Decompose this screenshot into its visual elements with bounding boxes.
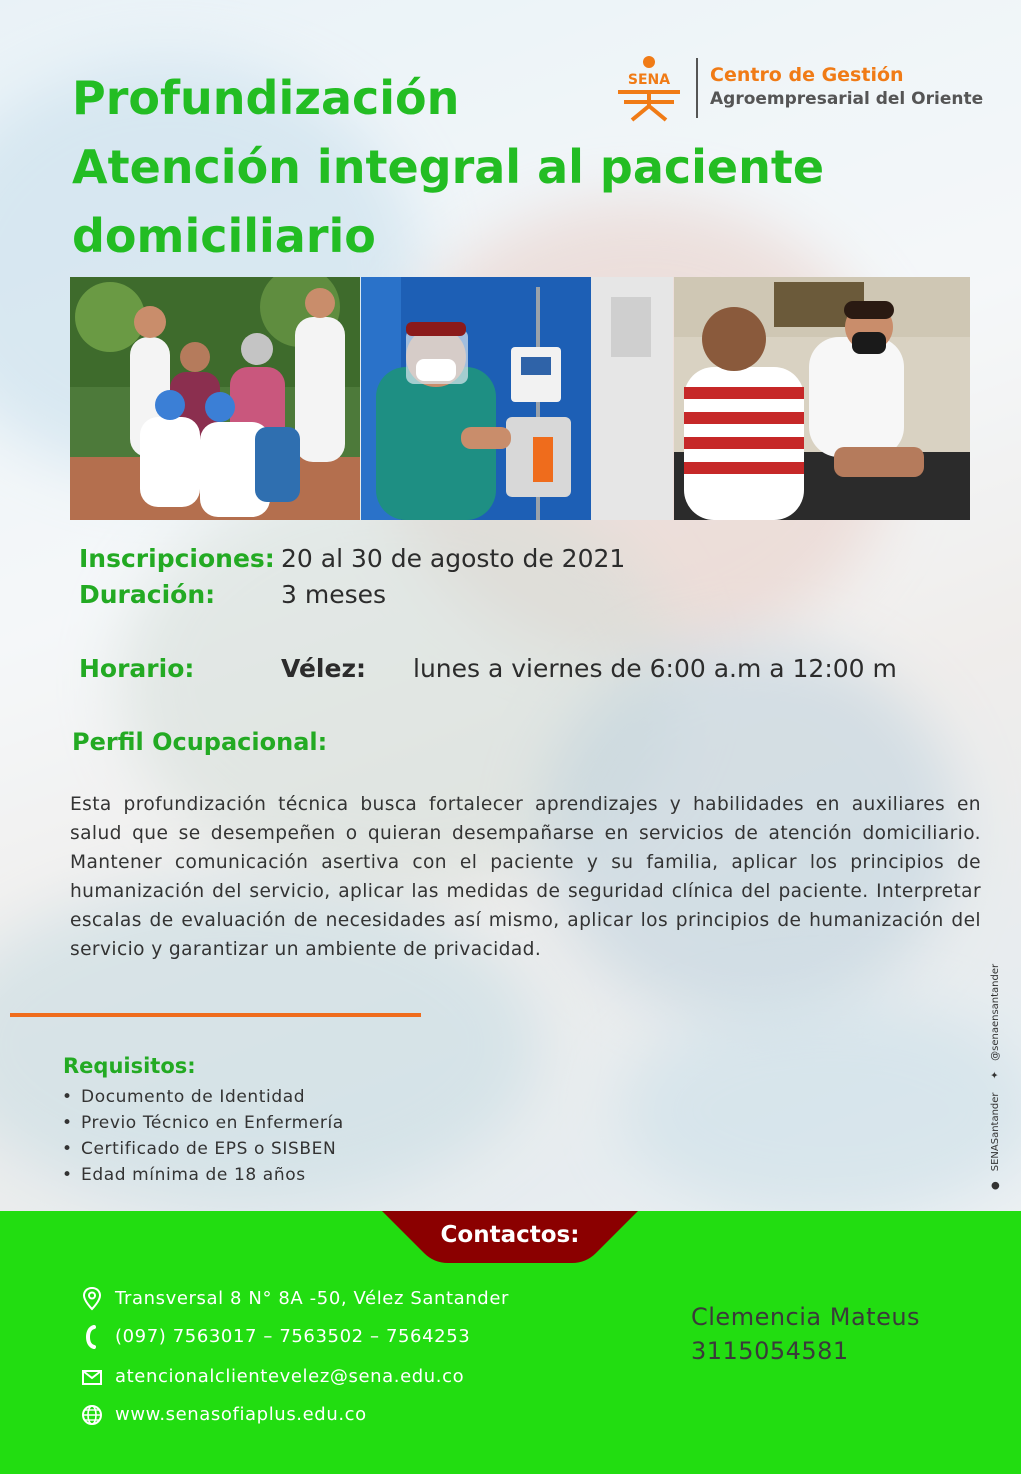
requisitos-list bbox=[62, 1084, 344, 1188]
phone-icon bbox=[80, 1324, 104, 1350]
website-link[interactable]: www.senasofiaplus.edu.co bbox=[115, 1404, 367, 1425]
title-line-3: domiciliario bbox=[72, 209, 376, 263]
logo-separator bbox=[696, 58, 698, 118]
logo-line-1: Centro de Gestión bbox=[710, 64, 904, 86]
duracion-value: 3 meses bbox=[281, 580, 387, 609]
sena-logo-text: SENA bbox=[627, 72, 671, 88]
twitter-handle[interactable]: @senaensantander bbox=[990, 963, 1001, 1061]
twitter-icon: ✦ bbox=[990, 1070, 1001, 1080]
horario-value: lunes a viernes de 6:00 a.m a 12:00 m bbox=[413, 654, 897, 683]
title-line-1: Profundización bbox=[72, 71, 460, 125]
list-item: • Previo Técnico en Enfermería bbox=[62, 1110, 344, 1136]
section-divider bbox=[10, 1013, 421, 1017]
photo-strip bbox=[70, 277, 970, 520]
photo-nurse-iv-pump bbox=[361, 277, 673, 520]
list-item: • Documento de Identidad bbox=[62, 1084, 344, 1110]
contactos-heading: Contactos: bbox=[440, 1222, 580, 1248]
perfil-body: Esta profundización técnica busca fortalecer aprendizajes y habilidades en auxiliares en salud que se desempeñen o quieran desempañarse en servicios de atención domiciliario. Mantener comunicación asertiva con el paciente y su familia, aplicar los principios de humanización del servicio, aplicar las medidas de seguridad clínica del paciente. Interpretar escalas de evaluación de necesidades así mismo, aplicar los principios de humanización del servicio y garantizar un ambiente de privacidad. bbox=[70, 794, 981, 960]
photo-nurse-with-patient bbox=[674, 277, 970, 520]
address-text: Transversal 8 N° 8A -50, Vélez Santander bbox=[115, 1288, 510, 1309]
person-name: Clemencia Mateus bbox=[691, 1303, 921, 1331]
requisitos-heading: Requisitos: bbox=[63, 1054, 196, 1078]
horario-place: Vélez: bbox=[281, 654, 367, 683]
list-item: • Certificado de EPS o SISBEN bbox=[62, 1136, 344, 1162]
globe-icon bbox=[80, 1402, 104, 1428]
sena-logo-icon bbox=[614, 56, 684, 122]
list-item: • Edad mínima de 18 años bbox=[62, 1162, 344, 1188]
social-handles bbox=[990, 963, 1006, 1190]
facebook-icon: ● bbox=[990, 1181, 1001, 1190]
phone-text: (097) 7563017 – 7563502 – 7564253 bbox=[115, 1326, 471, 1347]
contact-person bbox=[691, 1300, 920, 1368]
title-line-2: Atención integral al paciente bbox=[72, 140, 825, 194]
person-phone: 3115054581 bbox=[691, 1337, 849, 1365]
email-link[interactable]: atencionalclientevelez@sena.edu.co bbox=[115, 1366, 465, 1387]
duracion-label: Duración: bbox=[79, 580, 216, 609]
mail-icon bbox=[80, 1364, 104, 1390]
facebook-handle[interactable]: SENASantander bbox=[990, 1092, 1001, 1172]
logo-line-2: Agroempresarial del Oriente bbox=[710, 89, 984, 109]
sena-logo bbox=[614, 56, 994, 122]
location-pin-icon bbox=[80, 1286, 104, 1312]
horario-label: Horario: bbox=[79, 654, 195, 683]
inscripciones-value: 20 al 30 de agosto de 2021 bbox=[281, 544, 626, 573]
perfil-heading: Perfil Ocupacional: bbox=[72, 728, 328, 756]
photo-group-patients bbox=[70, 277, 360, 520]
inscripciones-label: Inscripciones: bbox=[79, 544, 275, 573]
